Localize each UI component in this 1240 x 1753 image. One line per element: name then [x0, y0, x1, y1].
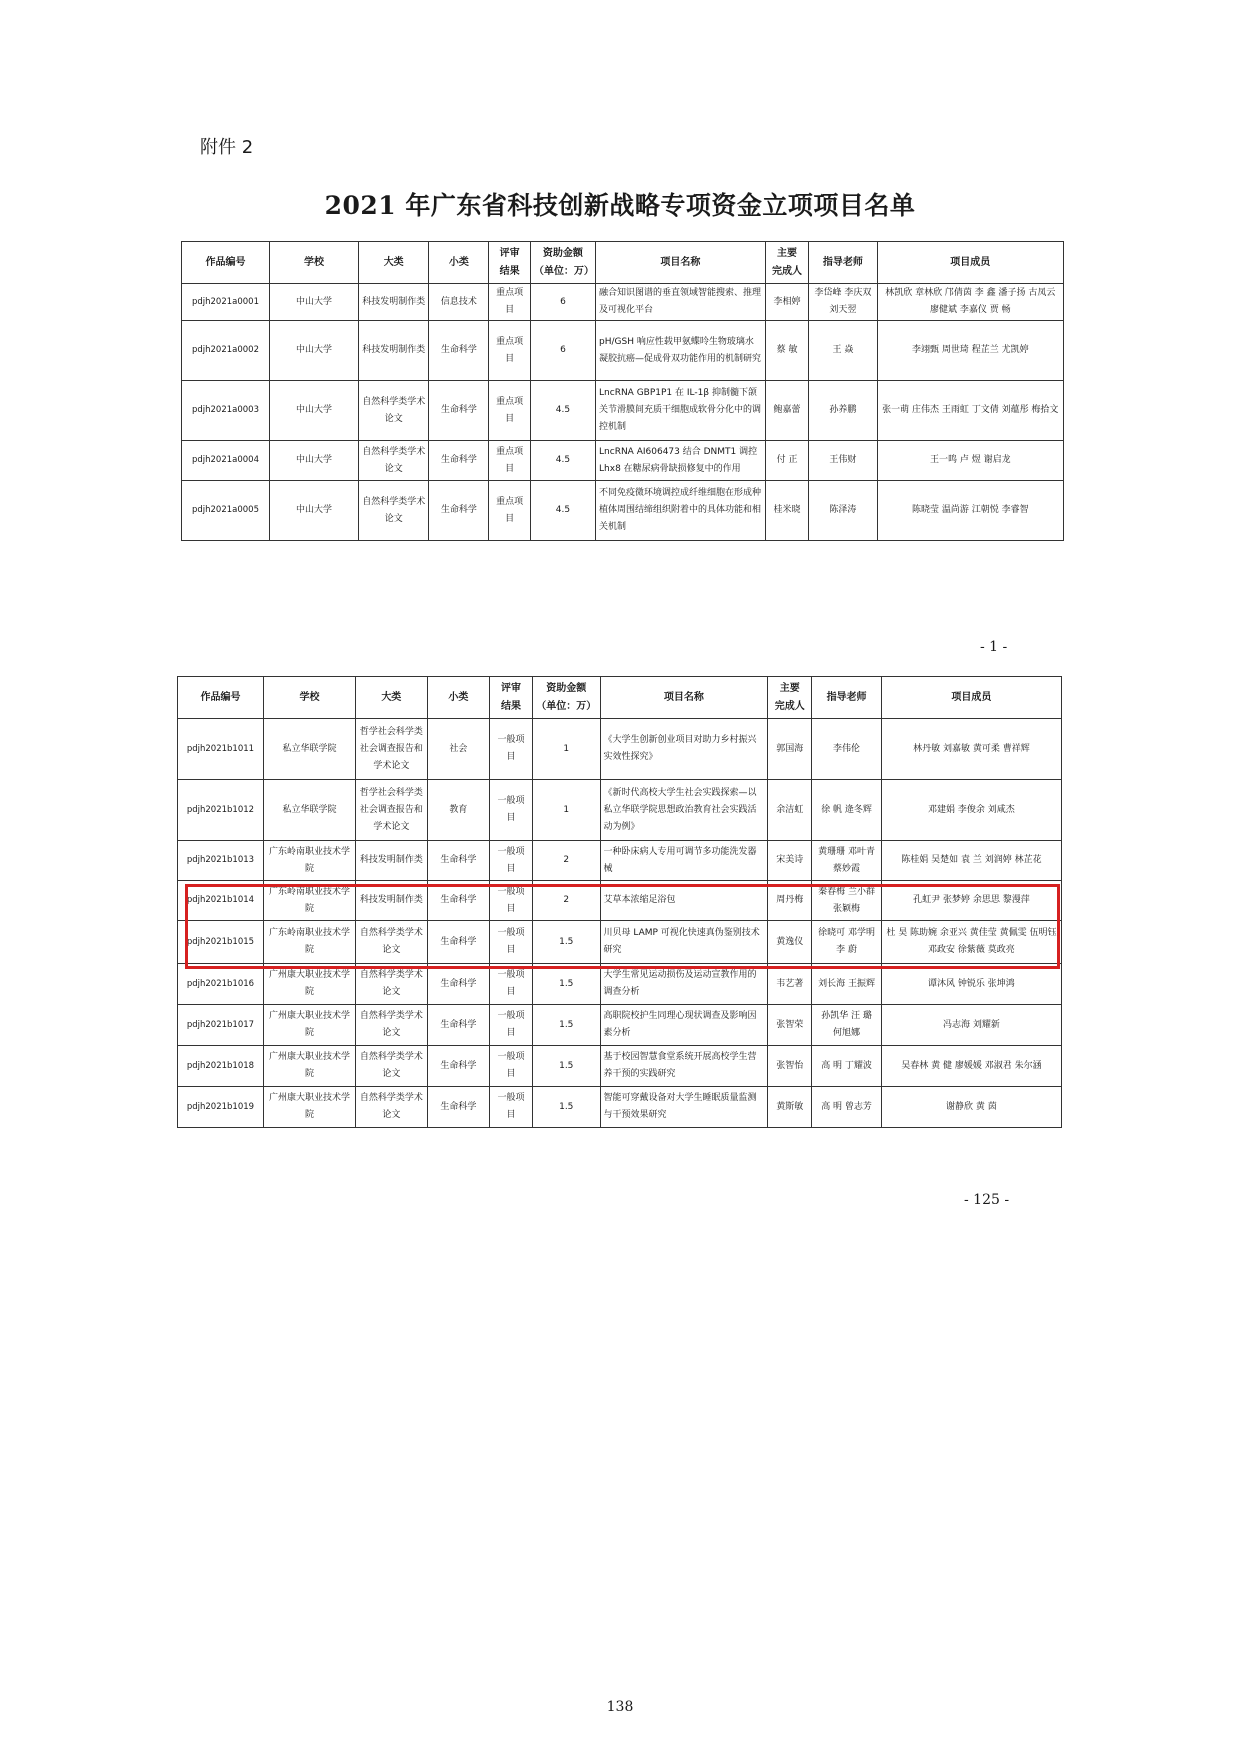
table-cell: 哲学社会科学类社会调查报告和学术论文: [356, 780, 428, 841]
table-cell: 黄斯敏: [768, 1087, 812, 1128]
table-cell: 生命科学: [429, 481, 489, 541]
table-cell: pdjh2021b1019: [178, 1087, 264, 1128]
table-cell: 广东岭南职业技术学院: [263, 841, 355, 881]
table-row: [178, 719, 1062, 780]
table-cell: 广州康大职业技术学院: [263, 964, 355, 1005]
table-row: [178, 921, 1062, 964]
table-cell: 2: [533, 881, 601, 921]
table-cell: 付 正: [765, 441, 808, 481]
table-cell: 余洁虹: [768, 780, 812, 841]
table-cell: 孔虹尹 张梦婷 余思思 黎漫萍: [881, 881, 1061, 921]
column-header: 项目成员: [877, 242, 1063, 284]
table-cell: 6: [530, 284, 595, 321]
table-cell: 中山大学: [269, 321, 358, 381]
table-cell: 孙凯华 汪 璐 何旭娜: [812, 1005, 882, 1046]
table-cell: 郭国海: [768, 719, 812, 780]
table-cell: 社会: [427, 719, 489, 780]
table-cell: 1: [533, 719, 601, 780]
table-row: [178, 964, 1062, 1005]
table-cell: 自然科学类学术论文: [356, 1005, 428, 1046]
table-cell: 融合知识图谱的垂直领域智能搜索、推理及可视化平台: [596, 284, 766, 321]
table-row: [178, 780, 1062, 841]
table-cell: 广州康大职业技术学院: [263, 1046, 355, 1087]
table-cell: 陈晓莹 温尚游 江朝悦 李睿智: [877, 481, 1063, 541]
table-cell: 一般项目: [490, 841, 533, 881]
table-cell: 《大学生创新创业项目对助力乡村振兴实效性探究》: [600, 719, 768, 780]
column-header: 资助金额 （单位：万）: [530, 242, 595, 284]
table-cell: 科技发明制作类: [356, 841, 428, 881]
table-cell: 重点项目: [489, 481, 530, 541]
table-cell: 张一萌 庄伟杰 王雨虹 丁文倩 刘蕴彤 梅拾文: [877, 381, 1063, 441]
table-cell: 自然科学类学术论文: [359, 441, 429, 481]
column-header: 主要 完成人: [768, 677, 812, 719]
table-cell: 一般项目: [490, 1046, 533, 1087]
table-cell: 一般项目: [490, 964, 533, 1005]
column-header: 评审 结果: [490, 677, 533, 719]
table-cell: 鲍嘉蕾: [765, 381, 808, 441]
column-header: 资助金额 （单位：万）: [533, 677, 601, 719]
table-cell: 周丹梅: [768, 881, 812, 921]
table-cell: 基于校园智慧食堂系统开展高校学生营养干预的实践研究: [600, 1046, 768, 1087]
table-cell: 张智荣: [768, 1005, 812, 1046]
table-cell: 李翊甄 周世琦 程芷兰 尤凯婷: [877, 321, 1063, 381]
table-cell: 自然科学类学术论文: [356, 1046, 428, 1087]
table-row: [182, 441, 1064, 481]
document-title: 2021 年广东省科技创新战略专项资金立项项目名单: [324, 191, 916, 220]
column-header: 指导老师: [812, 677, 882, 719]
table-cell: 李伟伦: [812, 719, 882, 780]
table-cell: pdjh2021b1017: [178, 1005, 264, 1046]
table-cell: pH/GSH 响应性载甲氨蝶呤生物玻璃水凝胶抗癌—促成骨双功能作用的机制研究: [596, 321, 766, 381]
table-cell: 1: [533, 780, 601, 841]
table-cell: 一种卧床病人专用可调节多功能洗发器械: [600, 841, 768, 881]
table-cell: 不同免疫微环境调控成纤维细胞在形成种植体周围结缔组织附着中的具体功能和相关机制: [596, 481, 766, 541]
table-cell: 1.5: [533, 1046, 601, 1087]
table-cell: pdjh2021b1012: [178, 780, 264, 841]
table-cell: 一般项目: [490, 1005, 533, 1046]
table-row: [182, 321, 1064, 381]
table-cell: 1.5: [533, 1087, 601, 1128]
table-cell: 林凯欣 章林欣 邝倩茵 李 鑫 潘子扬 古凤云 廖健斌 李嘉仪 贾 畅: [877, 284, 1063, 321]
table-cell: 杜 昊 陈助婉 余亚兴 黄佳莹 黄佩雯 伍明钰 邓政安 徐紫薇 莫政亮: [881, 921, 1061, 964]
table-cell: 邓建娟 李俊余 刘咸杰: [881, 780, 1061, 841]
column-header: 项目名称: [596, 242, 766, 284]
table-cell: 蔡 敏: [765, 321, 808, 381]
table-cell: 重点项目: [489, 441, 530, 481]
table-cell: 生命科学: [427, 921, 489, 964]
table-cell: 川贝母 LAMP 可视化快速真伪鉴别技术研究: [600, 921, 768, 964]
attachment-label: 附件 2: [200, 137, 254, 158]
table-cell: 生命科学: [427, 1087, 489, 1128]
project-table-2: [177, 676, 1062, 1128]
table-cell: 4.5: [530, 481, 595, 541]
column-header: 指导老师: [809, 242, 877, 284]
table-cell: 刘长海 王振辉: [812, 964, 882, 1005]
table-cell: 李相婷: [765, 284, 808, 321]
table-cell: 1.5: [533, 964, 601, 1005]
table-cell: 生命科学: [429, 381, 489, 441]
table-cell: 一般项目: [490, 780, 533, 841]
table-cell: 私立华联学院: [263, 719, 355, 780]
column-header: 作品编号: [178, 677, 264, 719]
table-cell: 黄珊珊 邓叶青 蔡妙霞: [812, 841, 882, 881]
table-cell: 自然科学类学术论文: [359, 481, 429, 541]
table-cell: pdjh2021b1014: [178, 881, 264, 921]
table-cell: 艾草本浓缩足浴包: [600, 881, 768, 921]
table-cell: 4.5: [530, 441, 595, 481]
table-cell: 2: [533, 841, 601, 881]
table-cell: 中山大学: [269, 381, 358, 441]
table-cell: 高 明 曾志芳: [812, 1087, 882, 1128]
table-cell: pdjh2021b1018: [178, 1046, 264, 1087]
table-cell: 广州康大职业技术学院: [263, 1005, 355, 1046]
column-header: 学校: [263, 677, 355, 719]
table-cell: 自然科学类学术论文: [356, 921, 428, 964]
table-cell: 张智怡: [768, 1046, 812, 1087]
table-cell: pdjh2021a0001: [182, 284, 270, 321]
table-cell: 徐 帆 逄冬辉: [812, 780, 882, 841]
table-cell: 中山大学: [269, 481, 358, 541]
table-cell: 智能可穿戴设备对大学生睡眠质量监测与干预效果研究: [600, 1087, 768, 1128]
table-cell: 中山大学: [269, 441, 358, 481]
table-header-row: [178, 677, 1062, 719]
column-header: 项目成员: [881, 677, 1061, 719]
table-cell: pdjh2021a0003: [182, 381, 270, 441]
table-cell: 自然科学类学术论文: [356, 964, 428, 1005]
table-cell: 生命科学: [427, 1005, 489, 1046]
table-cell: 6: [530, 321, 595, 381]
table-cell: 1.5: [533, 1005, 601, 1046]
table-cell: 生命科学: [427, 1046, 489, 1087]
table-cell: 生命科学: [429, 321, 489, 381]
table-cell: pdjh2021b1011: [178, 719, 264, 780]
table-row: [178, 881, 1062, 921]
page-number-section: - 125 -: [964, 1192, 1010, 1208]
table-cell: 冯志海 刘耀新: [881, 1005, 1061, 1046]
table-cell: 生命科学: [427, 841, 489, 881]
table-cell: 广东岭南职业技术学院: [263, 881, 355, 921]
table-cell: 宋美诗: [768, 841, 812, 881]
column-header: 主要 完成人: [765, 242, 808, 284]
table-cell: pdjh2021b1015: [178, 921, 264, 964]
table-cell: 自然科学类学术论文: [359, 381, 429, 441]
table-cell: 孙养鹏: [809, 381, 877, 441]
table-cell: 一般项目: [490, 719, 533, 780]
table-header-row: [182, 242, 1064, 284]
table-cell: 王一鸣 卢 煜 谢启龙: [877, 441, 1063, 481]
column-header: 学校: [269, 242, 358, 284]
table-cell: 科技发明制作类: [356, 881, 428, 921]
table-cell: 谢静欣 黄 茵: [881, 1087, 1061, 1128]
table-cell: 私立华联学院: [263, 780, 355, 841]
table-row: [182, 284, 1064, 321]
table-cell: 中山大学: [269, 284, 358, 321]
table-cell: 一般项目: [490, 1087, 533, 1128]
table-cell: 重点项目: [489, 321, 530, 381]
table-cell: 信息技术: [429, 284, 489, 321]
table-cell: 李岱峰 李庆双 刘天翌: [809, 284, 877, 321]
table-cell: 4.5: [530, 381, 595, 441]
table-row: [178, 1087, 1062, 1128]
table-cell: 广东岭南职业技术学院: [263, 921, 355, 964]
table-cell: 一般项目: [490, 921, 533, 964]
table-cell: pdjh2021a0004: [182, 441, 270, 481]
table-cell: 生命科学: [427, 964, 489, 1005]
table-cell: LncRNA GBP1P1 在 IL-1β 抑制髓下颌关节滑膜间充质干细胞成软骨分化中的调控机制: [596, 381, 766, 441]
table-cell: 自然科学类学术论文: [356, 1087, 428, 1128]
table-cell: 徐晓可 邓学明 李 蔚: [812, 921, 882, 964]
table-cell: 韦艺著: [768, 964, 812, 1005]
table-cell: 陈桂娟 吴楚如 袁 兰 刘润婷 林芷花: [881, 841, 1061, 881]
table-cell: pdjh2021b1016: [178, 964, 264, 1005]
table-cell: pdjh2021b1013: [178, 841, 264, 881]
project-table-1: [181, 241, 1064, 541]
table-cell: pdjh2021a0005: [182, 481, 270, 541]
table-cell: 吴春林 黄 健 廖媛媛 邓淑君 朱尔涵: [881, 1046, 1061, 1087]
table-cell: 高职院校护生同理心现状调查及影响因素分析: [600, 1005, 768, 1046]
table-cell: 秦春梅 兰小群 张颖梅: [812, 881, 882, 921]
table-cell: 林丹敏 刘嘉敏 黄可柔 曹祥辉: [881, 719, 1061, 780]
table-cell: 王伟财: [809, 441, 877, 481]
table-cell: 哲学社会科学类社会调查报告和学术论文: [356, 719, 428, 780]
table-cell: 生命科学: [429, 441, 489, 481]
table-row: [178, 1005, 1062, 1046]
table-cell: 1.5: [533, 921, 601, 964]
table-cell: 教育: [427, 780, 489, 841]
table-cell: 王 焱: [809, 321, 877, 381]
table-cell: 陈泽涛: [809, 481, 877, 541]
table-cell: 桂米晓: [765, 481, 808, 541]
page-number-footer: 138: [606, 1699, 634, 1715]
table-cell: 科技发明制作类: [359, 321, 429, 381]
page-number-inner: - 1 -: [980, 639, 1008, 655]
column-header: 大类: [356, 677, 428, 719]
column-header: 评审 结果: [489, 242, 530, 284]
column-header: 项目名称: [600, 677, 768, 719]
table-cell: 科技发明制作类: [359, 284, 429, 321]
table-cell: pdjh2021a0002: [182, 321, 270, 381]
column-header: 作品编号: [182, 242, 270, 284]
table-row: [182, 381, 1064, 441]
column-header: 小类: [427, 677, 489, 719]
table-cell: 一般项目: [490, 881, 533, 921]
table-cell: 黄逸仪: [768, 921, 812, 964]
table-cell: 生命科学: [427, 881, 489, 921]
table-cell: 广州康大职业技术学院: [263, 1087, 355, 1128]
table-cell: 重点项目: [489, 284, 530, 321]
table-cell: 《新时代高校大学生社会实践探索—以私立华联学院思想政治教育社会实践活动为例》: [600, 780, 768, 841]
table-cell: LncRNA AI606473 结合 DNMT1 调控 Lhx8 在糖尿病骨缺损修复中的作用: [596, 441, 766, 481]
column-header: 小类: [429, 242, 489, 284]
table-row: [178, 841, 1062, 881]
table-row: [178, 1046, 1062, 1087]
table-row: [182, 481, 1064, 541]
table-cell: 重点项目: [489, 381, 530, 441]
table-cell: 高 明 丁耀波: [812, 1046, 882, 1087]
table-cell: 谭沐风 钟锐乐 张坤鸿: [881, 964, 1061, 1005]
column-header: 大类: [359, 242, 429, 284]
table-cell: 大学生常见运动损伤及运动宣教作用的调查分析: [600, 964, 768, 1005]
